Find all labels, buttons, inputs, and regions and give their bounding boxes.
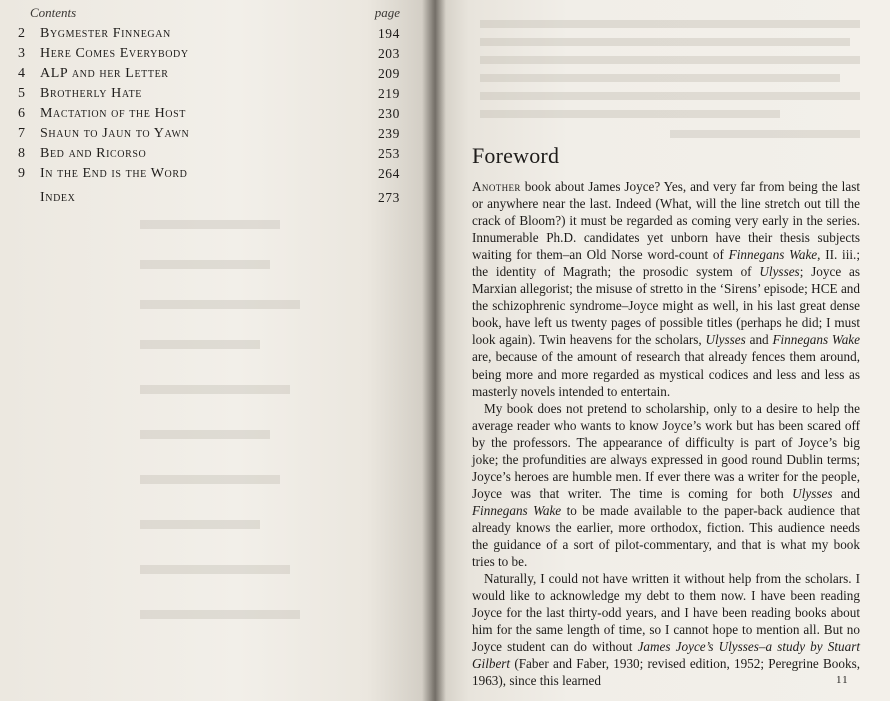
toc-title: In the End is the Word <box>40 166 188 181</box>
drop-word: Another <box>472 179 521 194</box>
text-run: are, because of the amount of research that already fences them around, being more and more regarded as mystical codices and less and less as masterly novels intended to entertain. <box>472 349 860 399</box>
toc-page: 230 <box>377 106 400 121</box>
contents-header <box>30 5 402 25</box>
toc-entry <box>18 86 400 106</box>
text-run: My book does not pretend to scholarship, only to a desire to help the average reader who wants to know Joyce’s work but has been scared off by the professors. The appearance of difficulty is part of Joyce’s big joke; the profundities are always expressed in good round Dublin terms; Joyce’s heroes are humble men. If ever there was a writer for the people, Joyce was that writer. The time is coming for both <box>472 400 860 501</box>
toc-number: 9 <box>18 166 26 181</box>
toc-number: 4 <box>18 66 26 81</box>
toc-entry <box>18 66 400 86</box>
toc-entry <box>18 166 400 186</box>
book-gutter-shadow <box>422 0 446 701</box>
toc-number: 3 <box>18 46 26 61</box>
toc-title: Bygmester Finnegan <box>40 26 171 41</box>
left-page <box>0 0 432 701</box>
toc-page: 203 <box>377 46 400 61</box>
toc-index-entry <box>18 190 400 210</box>
toc-entry <box>18 26 400 46</box>
toc-title: Brotherly Hate <box>40 86 143 101</box>
paragraph <box>472 400 860 570</box>
toc-number: 7 <box>18 126 26 141</box>
paragraph <box>472 178 860 400</box>
text-run: , II. iii.; the identity of Magrath; the prosodic system of <box>472 247 860 280</box>
text-run: and <box>832 485 861 501</box>
italic-title: Ulysses <box>792 485 833 501</box>
italic-title: James Joyce’s Ulysses–a study by Stuart Gilbert <box>472 639 860 672</box>
toc-number: 2 <box>18 26 26 41</box>
italic-title: Finnegans Wake <box>728 247 818 263</box>
toc-title: Shaun to Jaun to Yawn <box>40 126 190 141</box>
text-run: Naturally, I could not have written it without help from the scholars. I would like to acknowledge my debt to them now. I have been reading Joyce for the last thirty-odd years, and I have been reading books about him for the same length of time, so I cannot hope to mention all. But no Joyce student can do without <box>472 571 860 655</box>
toc-title: Index <box>40 190 76 205</box>
toc-page: 273 <box>377 190 400 205</box>
toc-page: 239 <box>377 126 400 141</box>
toc-entry <box>18 46 400 66</box>
toc-title: Here Comes Everybody <box>40 46 189 61</box>
italic-title: Ulysses <box>705 332 746 348</box>
page-column-heading: page <box>374 5 400 20</box>
toc-title: Mactation of the Host <box>40 106 186 121</box>
italic-title: Finnegans Wake <box>772 332 860 348</box>
text-run: to be made available to the paper-back audience that already knows the earlier, more orthodox, fiction. This audience needs the guidance of a sort of pilot-commentary, and that is what my book tries to be. <box>472 502 860 570</box>
text-run: ; Joyce as Marxian allegorist; the misuse of stretto in the ‘Sirens’ episode; HCE and the schizophrenic syndrome–Joyce might as well, in his last great dense book, have left us twenty pages of possible titles (perhaps he did; I must look again). Twin heavens for the scholars, <box>472 264 860 348</box>
show-through-left <box>0 200 432 660</box>
toc-number: 8 <box>18 146 26 161</box>
toc-page: 194 <box>377 26 400 41</box>
text-run: and <box>745 332 773 348</box>
toc-entry <box>18 106 400 126</box>
foreword-title: Foreword <box>472 143 560 168</box>
toc-entry <box>18 146 400 166</box>
foreword-body <box>472 178 860 689</box>
table-of-contents <box>18 26 400 210</box>
toc-number: 5 <box>18 86 26 101</box>
toc-page: 253 <box>377 146 400 161</box>
toc-page: 219 <box>377 86 400 101</box>
toc-page: 209 <box>377 66 400 81</box>
toc-entry <box>18 126 400 146</box>
paragraph <box>472 570 860 689</box>
toc-title: Bed and Ricorso <box>40 146 147 161</box>
italic-title: Finnegans Wake <box>472 502 562 518</box>
toc-page: 264 <box>377 166 400 181</box>
italic-title: Ulysses <box>759 264 800 280</box>
contents-heading: Contents <box>30 5 77 20</box>
text-run: book about James Joyce? Yes, and very far from being the last or anywhere near the last. Indeed (What, will the line stretch out till the crack of Bloom?) it must be regarded as coming very early in the series. Innumerable Ph.D. candidates yet unborn have their thesis subjects waiting for them–an Old Norse word-count of <box>472 179 860 263</box>
text-run: (Faber and Faber, 1930; revised edition, 1952; Peregrine Books, 1963), since this learned <box>472 656 860 689</box>
page-number: 11 <box>836 674 849 686</box>
toc-title: ALP and her Letter <box>40 66 169 81</box>
toc-number: 6 <box>18 106 26 121</box>
